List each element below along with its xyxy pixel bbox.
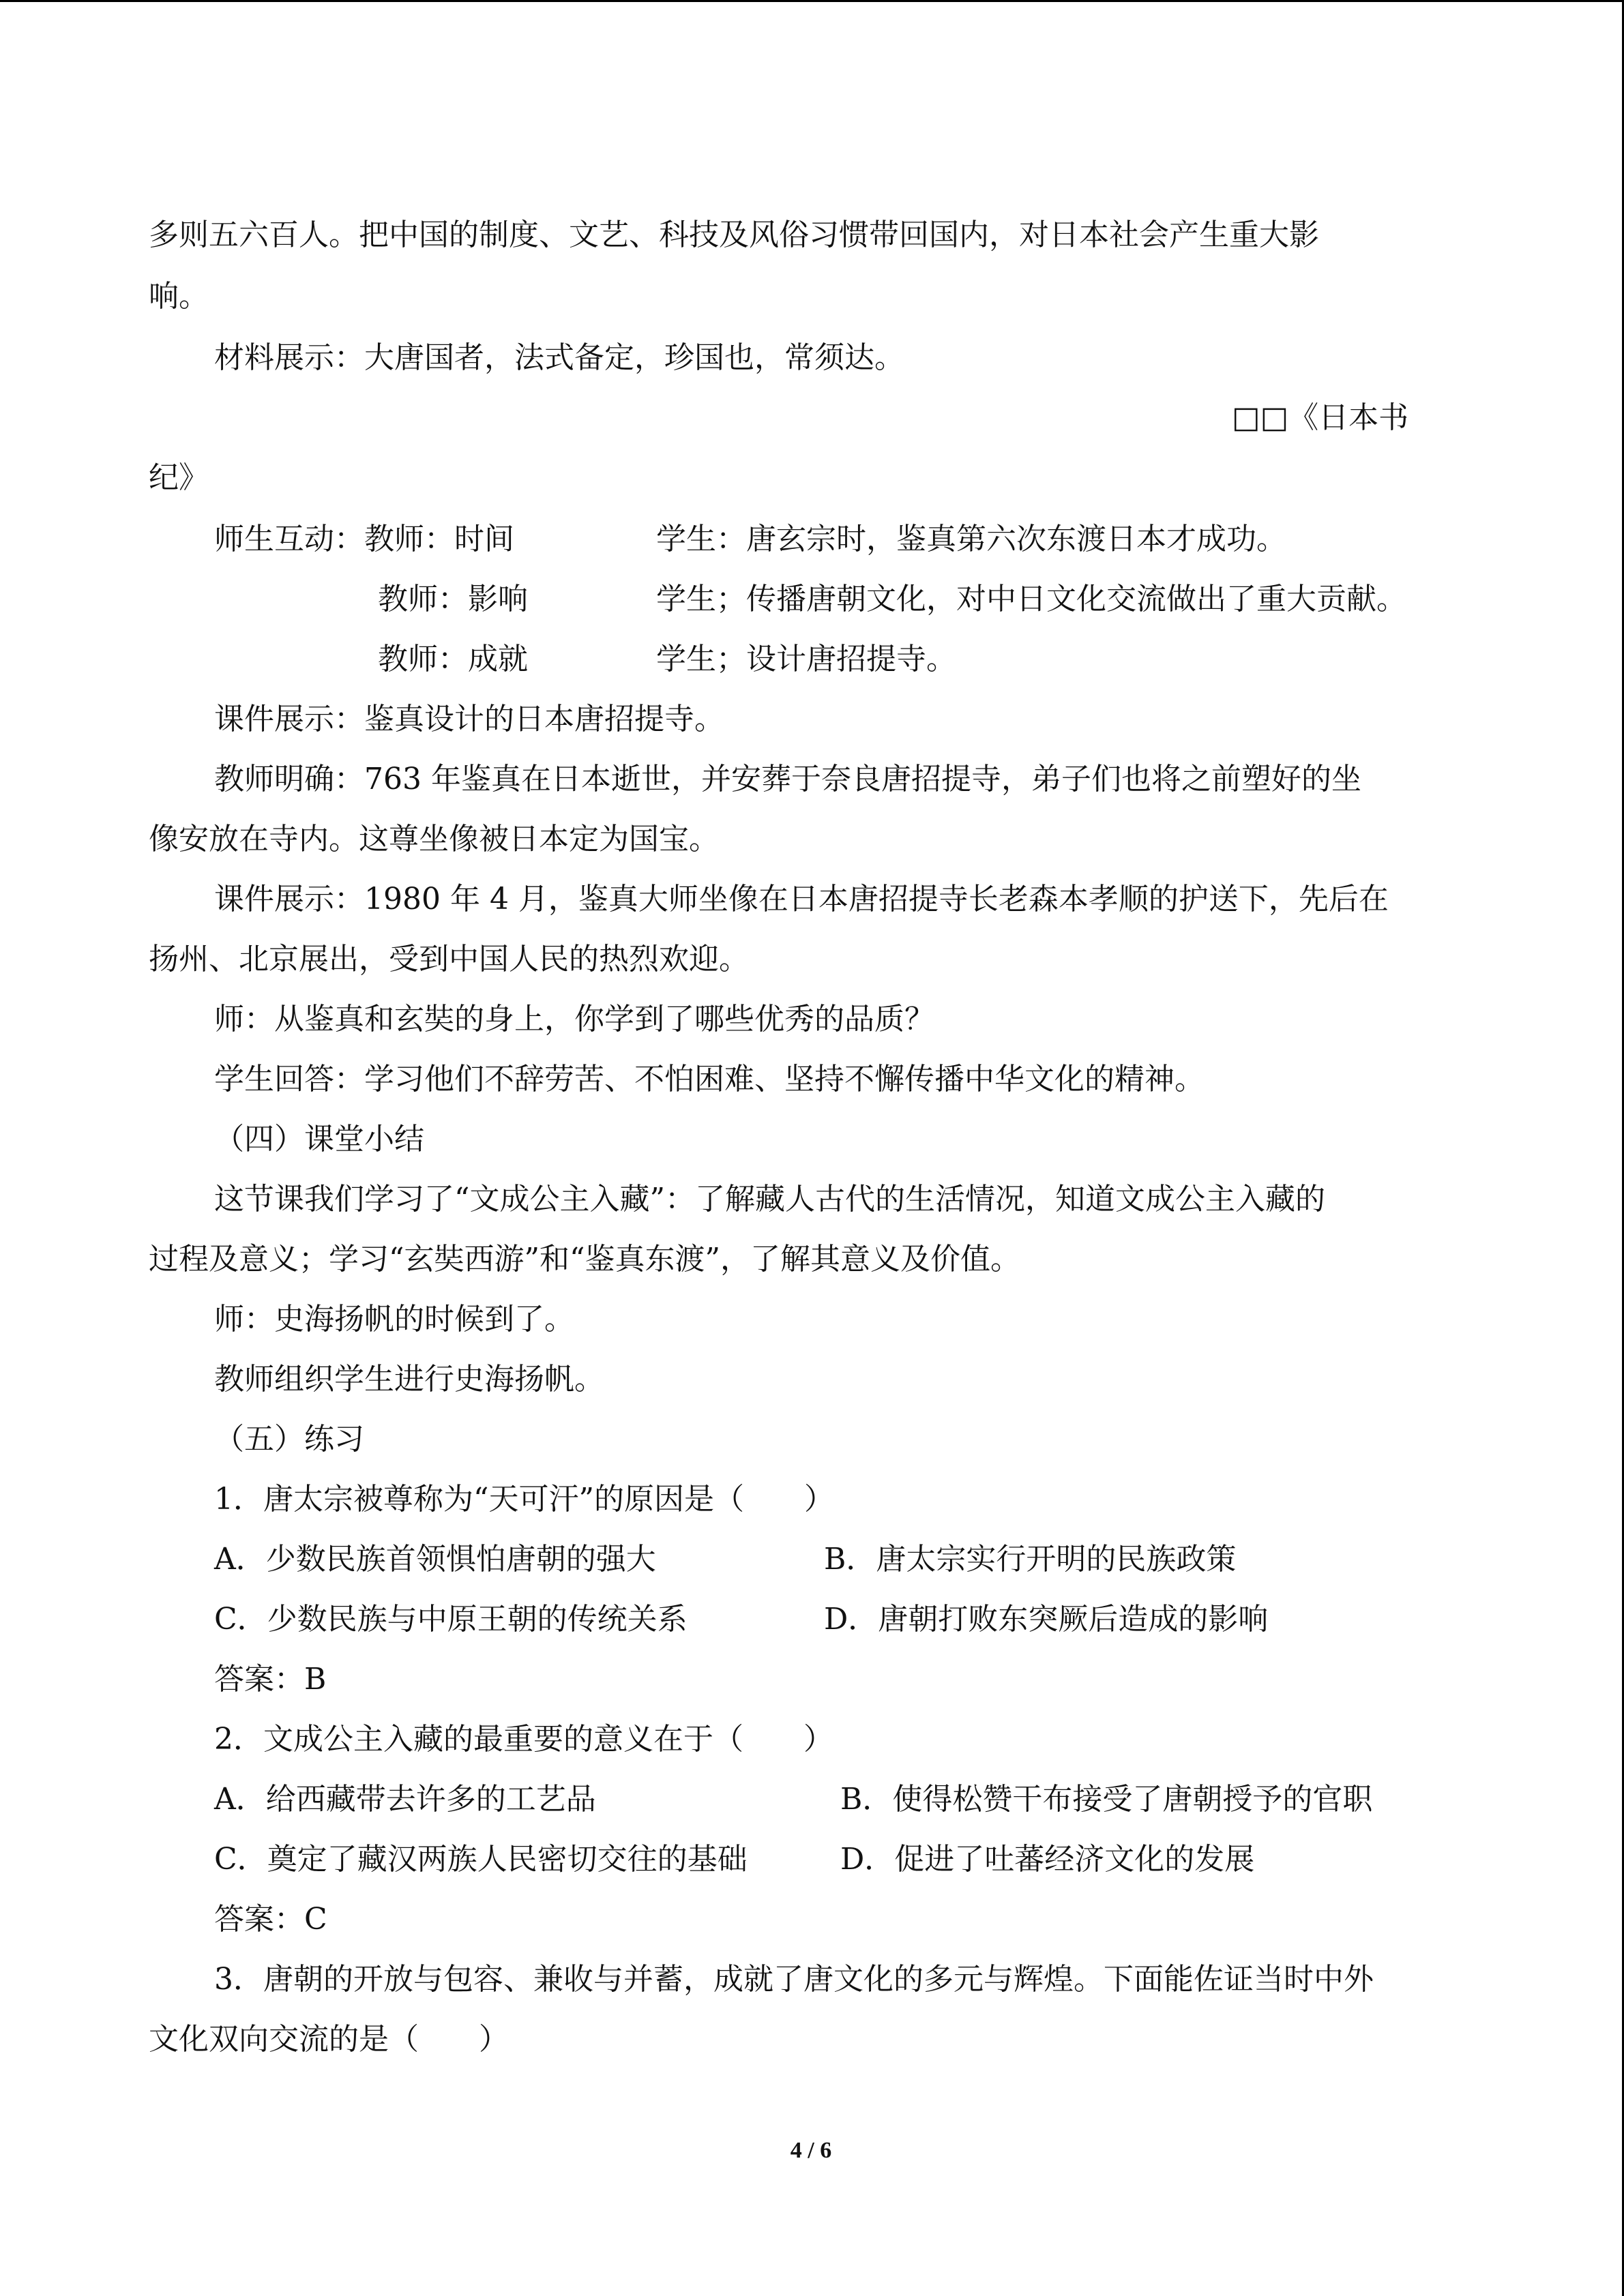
- option-a: A．给西藏带去许多的工艺品: [214, 1782, 596, 1817]
- question-3: 3．唐朝的开放与包容、兼收与并蓄，成就了唐文化的多元与辉煌。下面能佐证当时中外: [214, 1962, 1374, 1997]
- answer: 答案：B: [214, 1662, 327, 1697]
- student-answer: 学生；传播唐朝文化，对中日文化交流做出了重大贡献。: [656, 582, 1406, 616]
- teacher-prompt: 教师：成就: [378, 642, 528, 676]
- text-line: 课件展示：鉴真设计的日本唐招提寺。: [214, 702, 724, 736]
- teacher-prompt: 教师：影响: [378, 582, 528, 616]
- text-line: 学生回答：学习他们不辞劳苦、不怕困难、坚持不懈传播中华文化的精神。: [214, 1062, 1205, 1097]
- question-2: 2．文成公主入藏的最重要的意义在于（ ）: [214, 1722, 833, 1757]
- text-line: 扬州、北京展出，受到中国人民的热烈欢迎。: [149, 942, 749, 976]
- option-d: D．促进了吐蕃经济文化的发展: [840, 1842, 1255, 1877]
- text-line: 文化双向交流的是（ ）: [149, 2022, 509, 2057]
- text-line: 师：史海扬帆的时候到了。: [214, 1302, 574, 1337]
- text-line: 像安放在寺内。这尊坐像被日本定为国宝。: [149, 822, 719, 856]
- interaction-label: 师生互动：教师：时间: [214, 522, 514, 556]
- text-line: 课件展示：1980 年 4 月，鉴真大师坐像在日本唐招提寺长老森本孝顺的护送下，先后在: [214, 882, 1389, 916]
- section-heading: （四）课堂小结: [214, 1122, 424, 1157]
- option-c: C．少数民族与中原王朝的传统关系: [214, 1602, 688, 1637]
- text-line: 过程及意义；学习“玄奘西游”和“鉴真东渡”，了解其意义及价值。: [149, 1242, 1020, 1277]
- citation-source: □□《日本书: [1232, 400, 1409, 435]
- section-heading: （五）练习: [214, 1422, 364, 1457]
- page-number: 4 / 6: [790, 2138, 832, 2163]
- option-c: C．奠定了藏汉两族人民密切交往的基础: [214, 1842, 748, 1877]
- option-a: A．少数民族首领惧怕唐朝的强大: [214, 1542, 656, 1577]
- text-line: 这节课我们学习了“文成公主入藏”：了解藏人古代的生活情况，知道文成公主入藏的: [214, 1182, 1325, 1217]
- question-1: 1．唐太宗被尊称为“天可汗”的原因是（ ）: [214, 1482, 834, 1517]
- text-line: 材料展示：大唐国者，法式备定，珍国也，常须达。: [214, 340, 904, 375]
- text-line: 响。: [149, 279, 209, 314]
- text-line: 多则五六百人。把中国的制度、文艺、科技及风俗习惯带回国内，对日本社会产生重大影: [149, 218, 1319, 252]
- text-line: 师：从鉴真和玄奘的身上，你学到了哪些优秀的品质？: [214, 1002, 934, 1037]
- option-b: B．唐太宗实行开明的民族政策: [824, 1542, 1237, 1577]
- answer: 答案：C: [214, 1902, 327, 1937]
- student-answer: 学生：唐玄宗时，鉴真第六次东渡日本才成功。: [656, 522, 1286, 556]
- text-line: 教师组织学生进行史海扬帆。: [214, 1362, 604, 1397]
- text-line: 教师明确：763 年鉴真在日本逝世，并安葬于奈良唐招提寺，弟子们也将之前塑好的坐: [214, 762, 1361, 796]
- student-answer: 学生；设计唐招提寺。: [656, 642, 956, 676]
- option-b: B．使得松赞干布接受了唐朝授予的官职: [840, 1782, 1373, 1817]
- option-d: D．唐朝打败东突厥后造成的影响: [824, 1602, 1269, 1637]
- citation-source-continued: 纪》: [149, 460, 209, 495]
